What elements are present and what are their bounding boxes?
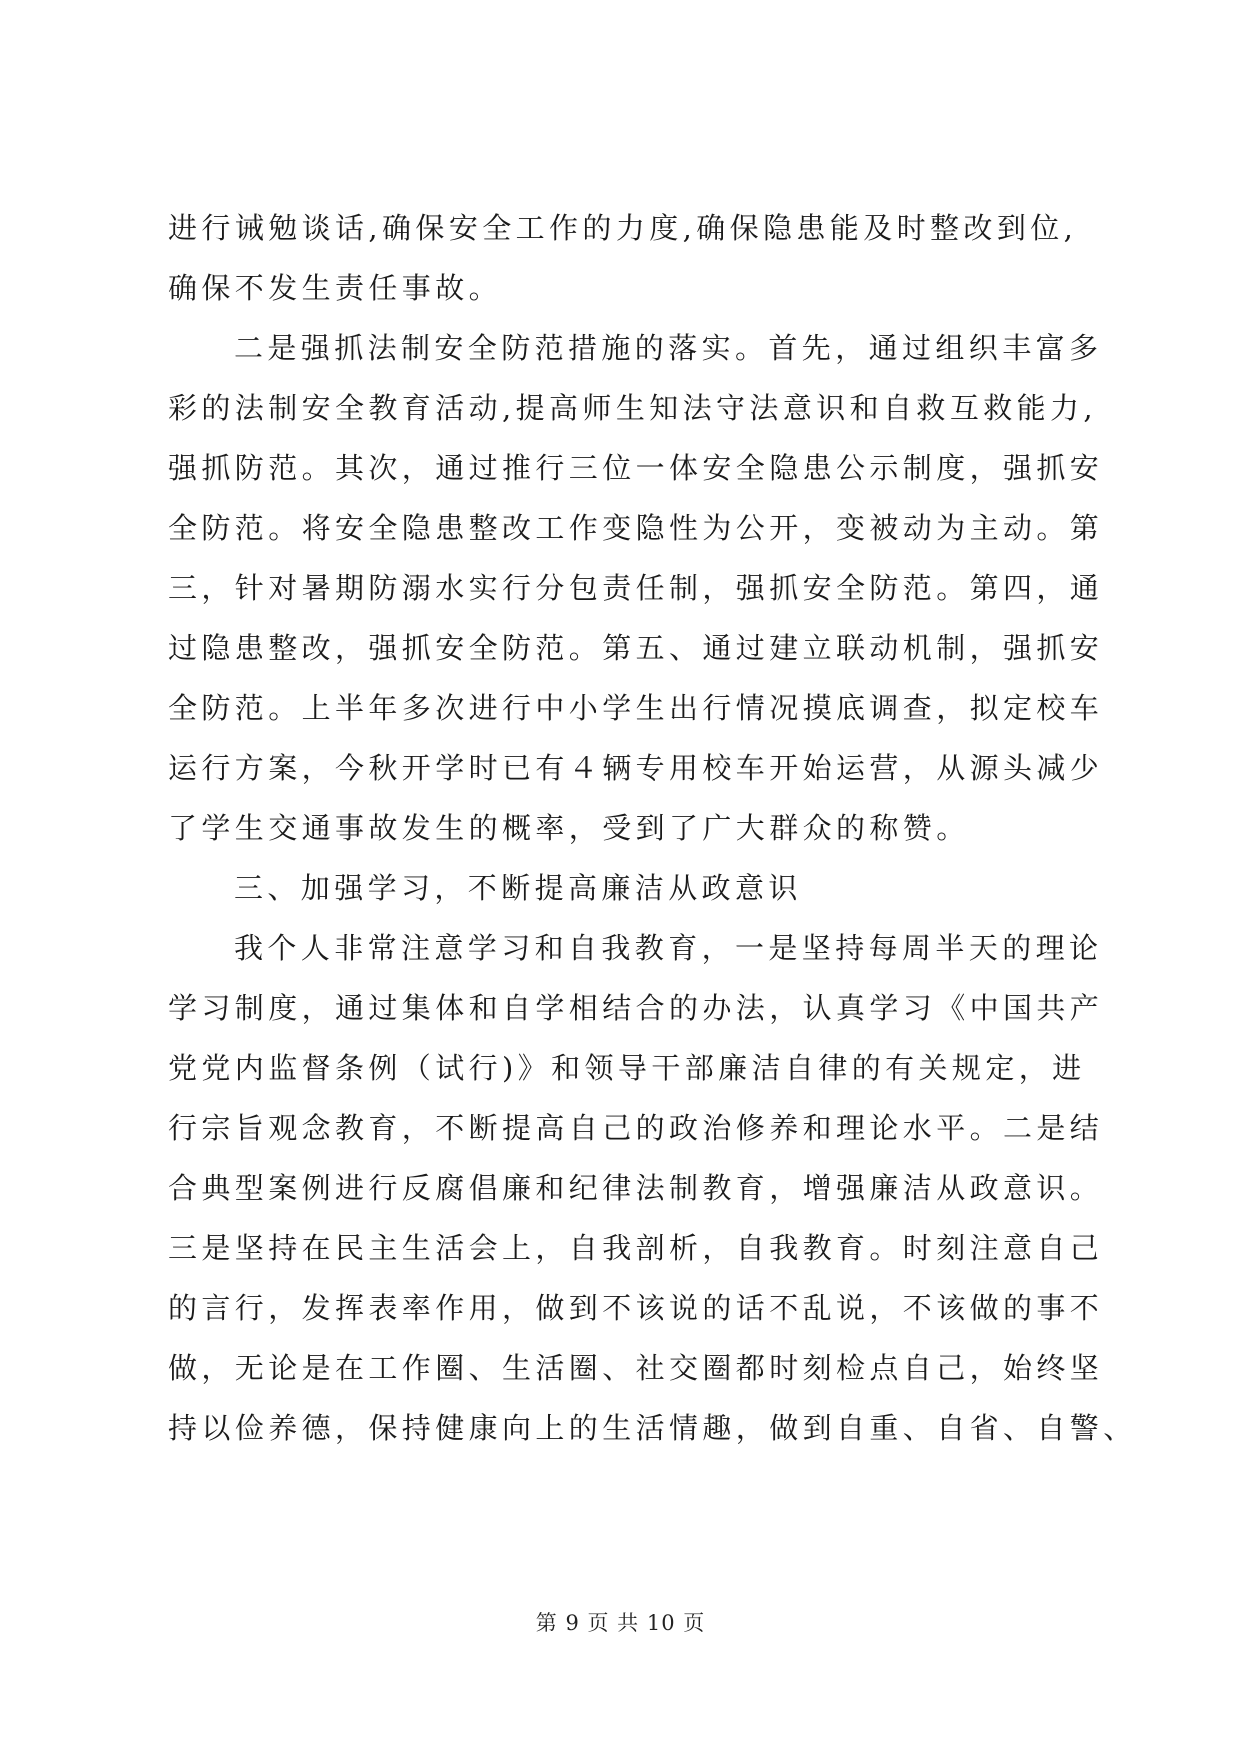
text-line: 党党内监督条例（试行)》和领导干部廉洁自律的有关规定，进 [168, 1051, 1086, 1085]
text-line: 了学生交通事故发生的概率，受到了广大群众的称赞。 [168, 811, 970, 845]
text-line: 过隐患整改，强抓安全防范。第五、通过建立联动机制，强抓安 [168, 631, 1104, 665]
text-line: 做，无论是在工作圈、生活圈、社交圈都时刻检点自己，始终坚 [168, 1351, 1104, 1385]
page-number-footer: 第 9 页 共 10 页 [535, 1611, 706, 1635]
text-line: 三是坚持在民主生活会上，自我剖析，自我教育。时刻注意自己 [168, 1231, 1104, 1265]
paragraph-first-line: 二是强抓法制安全防范措施的落实。首先，通过组织丰富多 [234, 331, 1103, 365]
text-line: 学习制度，通过集体和自学相结合的办法，认真学习《中国共产 [168, 991, 1104, 1025]
text-line: 行宗旨观念教育，不断提高自己的政治修养和理论水平。二是结 [168, 1111, 1104, 1145]
text-line: 三，针对暑期防溺水实行分包责任制，强抓安全防范。第四，通 [168, 571, 1104, 605]
text-line: 合典型案例进行反腐倡廉和纪律法制教育，增强廉洁从政意识。 [168, 1171, 1104, 1205]
text-line: 全防范。上半年多次进行中小学生出行情况摸底调查，拟定校车 [168, 691, 1104, 725]
paragraph-first-line: 我个人非常注意学习和自我教育，一是坚持每周半天的理论 [234, 931, 1103, 965]
text-line: 彩的法制安全教育活动,提高师生知法守法意识和自救互救能力, [168, 391, 1098, 425]
text-line: 进行诫勉谈话,确保安全工作的力度,确保隐患能及时整改到位, [168, 211, 1078, 245]
document-body [168, 198, 1137, 1458]
text-line: 的言行，发挥表率作用，做到不该说的话不乱说，不该做的事不 [168, 1291, 1104, 1325]
text-line: 运行方案，今秋开学时已有４辆专用校车开始运营，从源头减少 [168, 751, 1104, 785]
text-line: 确保不发生责任事故。 [168, 271, 503, 305]
text-line: 持以俭养德，保持健康向上的生活情趣，做到自重、自省、自警、 [168, 1411, 1137, 1445]
section-heading: 三、加强学习，不断提高廉洁从政意识 [234, 871, 802, 905]
text-line: 全防范。将安全隐患整改工作变隐性为公开，变被动为主动。第 [168, 511, 1104, 545]
text-line: 强抓防范。其次，通过推行三位一体安全隐患公示制度，强抓安 [168, 451, 1104, 485]
